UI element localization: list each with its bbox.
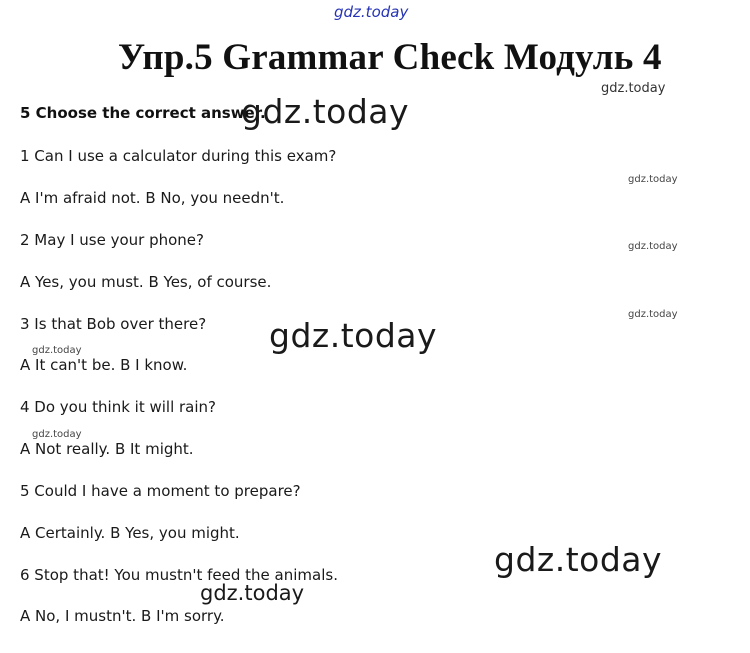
watermark-tiny: gdz.today (32, 429, 82, 440)
answer-line: A No, I mustn't. B I'm sorry. (20, 607, 225, 625)
answer-line: A Not really. B It might. (20, 440, 194, 458)
watermark-large: gdz.today (241, 92, 410, 131)
question-line: 6 Stop that! You mustn't feed the animals. (20, 566, 338, 584)
exercise-heading: 5 Choose the correct answer. (20, 104, 266, 122)
question-line: 1 Can I use a calculator during this exam? (20, 147, 337, 165)
watermark-small: gdz.today (601, 81, 666, 96)
watermark-medium: gdz.today (200, 581, 305, 605)
answer-line: A It can't be. B I know. (20, 356, 188, 374)
answer-line: A I'm afraid not. B No, you needn't. (20, 189, 285, 207)
watermark-tiny: gdz.today (32, 345, 82, 356)
watermark-tiny: gdz.today (628, 241, 678, 252)
watermark-large: gdz.today (494, 540, 663, 579)
page-title: Упр.5 Grammar Check Модуль 4 (118, 37, 662, 78)
question-line: 5 Could I have a moment to prepare? (20, 482, 301, 500)
question-line: 2 May I use your phone? (20, 231, 204, 249)
watermark-top: gdz.today (334, 3, 409, 21)
answer-line: A Certainly. B Yes, you might. (20, 524, 240, 542)
question-line: 3 Is that Bob over there? (20, 315, 207, 333)
question-line: 4 Do you think it will rain? (20, 398, 217, 416)
watermark-tiny: gdz.today (628, 309, 678, 320)
answer-line: A Yes, you must. B Yes, of course. (20, 273, 272, 291)
watermark-large: gdz.today (269, 316, 438, 355)
watermark-tiny: gdz.today (628, 174, 678, 185)
